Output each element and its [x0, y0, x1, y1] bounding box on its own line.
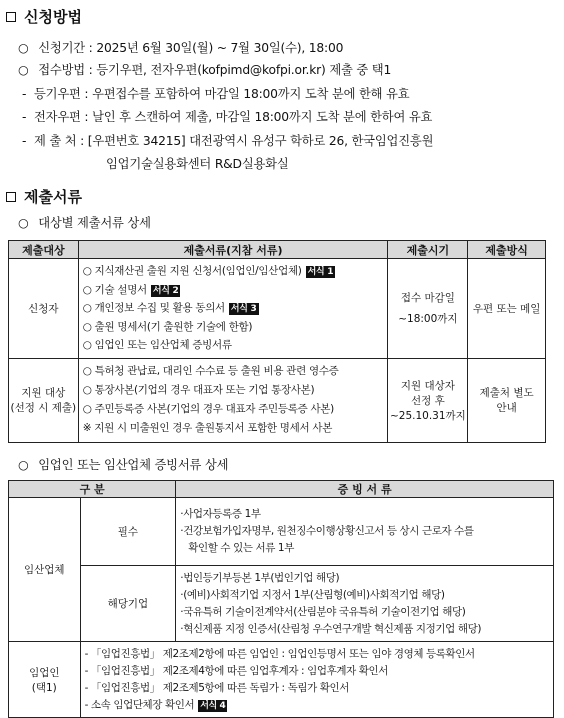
method-label: 접수방법 :	[38, 63, 93, 77]
list-item: ○ 임업인 또는 임산업체 증빙서류	[82, 339, 232, 351]
list-item: - 「임업진흥법」 제2조제2항에 따른 임업인 : 임업인등명서 또는 임야 경영체 등록확인서	[84, 647, 475, 660]
target-applicant: 신청자	[9, 259, 79, 359]
selected-timing: 지원 대상자 선정 후 ~25.10.31까지	[388, 358, 468, 442]
selected-documents-cell	[78, 358, 388, 442]
applicant-timing: 접수 마감일 ~18:00까지	[388, 259, 468, 359]
applicable-docs-cell	[176, 566, 554, 642]
square-bullet-icon	[6, 192, 16, 202]
table-row	[9, 498, 554, 566]
circle-bullet-icon: ○	[18, 41, 29, 55]
list-item: ·건강보험가입자명부, 원천징수이행상황신고서 등 상시 근로자 수를	[180, 525, 474, 537]
header-proof-docs: 증 빙 서 류	[176, 481, 554, 498]
registered-mail-label: 등기우편 :	[33, 87, 89, 101]
list-item: ·국유특허 기술이전계약서(산림분야 국유특허 기술이전기업 해당)	[180, 605, 466, 618]
list-item: ○ 개인정보 수집 및 활용 동의서 서식 3	[82, 302, 257, 314]
email-label: 전자우편 :	[33, 110, 89, 124]
list-item: ○ 출원 명세서(기 출원한 기술에 한함)	[82, 320, 253, 333]
table-row	[9, 358, 546, 442]
destination-line	[22, 131, 433, 149]
list-item: ·혁신제품 지정 인증서(산림청 우수연구개발 혁신제품 지정기업 해당)	[180, 622, 482, 635]
list-item: ○ 지식재산권 출원 지원 신청서(임업인/임산업체) 서식 1	[82, 265, 334, 277]
dash-bullet: -	[22, 134, 27, 148]
subcategory-applicable: 해당기업	[80, 566, 176, 642]
dash-bullet: -	[22, 110, 27, 124]
list-item: 확인할 수 있는 서류 1부	[188, 542, 294, 554]
method-value: 등기우편, 전자우편(kofpimd@kofpi.or.kr) 제출 중 택1	[96, 63, 392, 77]
target-selected: 지원 대상 (선정 시 제출)	[9, 358, 79, 442]
circle-bullet-icon: ○	[18, 458, 29, 472]
subsection-text: 임업인 또는 임산업체 증빙서류 상세	[38, 458, 229, 472]
registered-mail-value: 우편접수를 포함하여 마감일 18:00까지 도착 분에 한해 유효	[92, 87, 410, 101]
list-item: ·(예비)사회적기업 지정서 1부(산림형(예비)사회적기업 해당)	[180, 588, 445, 601]
subsection-text: 대상별 제출서류 상세	[38, 216, 151, 230]
registered-mail-line	[22, 84, 409, 102]
square-bullet-icon	[6, 12, 16, 22]
proof-documents-table	[8, 480, 554, 718]
list-item: ○ 통장사본(기업의 경우 대표자 또는 기업 통장사본)	[82, 384, 315, 396]
period-label: 신청기간 :	[38, 41, 93, 55]
period-line	[18, 38, 343, 56]
form-tag: 서식 1	[307, 267, 334, 277]
list-item: - 「임업진흥법」 제2조제4항에 따른 임업후계자 : 임업후계자 확인서	[84, 664, 389, 677]
list-item: ·사업자등록증 1부	[180, 508, 261, 520]
table-row	[9, 259, 546, 359]
applicant-method: 우편 또는 메일	[468, 259, 546, 359]
email-line	[22, 107, 432, 125]
applicant-documents-cell	[78, 259, 388, 359]
form-tag: 서식 2	[152, 285, 179, 296]
destination-value: [우편번호 34215] 대전광역시 유성구 학하로 26, 한국임업진흥원	[87, 134, 434, 148]
destination-value-2: 임업기술실용화센터 R&D실용화실	[106, 157, 289, 171]
destination-label: 제 출 처 :	[33, 134, 85, 148]
table-row	[9, 642, 554, 718]
section-title-documents	[6, 186, 82, 207]
circle-bullet-icon: ○	[18, 216, 29, 230]
list-item: ※ 지원 시 미출원인 경우 출원통지서 포함한 명세서 사본	[82, 422, 333, 434]
list-item: ·법인등기부등본 1부(법인기업 해당)	[180, 571, 340, 584]
email-value: 날인 후 스캔하여 제출, 마감일 18:00까지 도착 분에 한하여 유효	[92, 110, 433, 124]
period-value: 2025년 6월 30일(월) ~ 7월 30일(수), 18:00	[96, 41, 344, 55]
list-item: ○ 특허청 관납료, 대리인 수수료 등 출원 비용 관련 영수증	[82, 365, 339, 377]
list-item: ○ 주민등록증 사본(기업의 경우 대표자 주민등록증 사본)	[82, 403, 334, 415]
table-header-row	[9, 241, 546, 259]
selected-method: 제출처 별도 안내	[468, 358, 546, 442]
list-item: - 「임업진흥법」 제2조제5항에 따른 독림가 : 독림가 확인서	[84, 681, 350, 694]
list-item: - 소속 임업단체장 확인서 서식 4	[84, 698, 226, 711]
form-tag: 서식 3	[230, 304, 257, 314]
header-category: 구 분	[9, 481, 176, 498]
header-timing: 제출시기	[388, 241, 468, 259]
header-documents: 제출서류(지참 서류)	[78, 241, 388, 259]
list-item: ○ 기술 설명서 서식 2	[82, 283, 179, 296]
documents-by-target-table	[8, 240, 546, 443]
method-line	[18, 60, 391, 78]
section-title-text: 제출서류	[24, 188, 82, 206]
subsection-proof-docs	[18, 455, 228, 473]
category-corp: 임산업체	[9, 498, 81, 642]
subcategory-required: 필수	[80, 498, 176, 566]
dash-bullet: -	[22, 87, 27, 101]
category-person: 임업인 (택1)	[9, 642, 81, 718]
required-docs-cell	[176, 498, 554, 566]
header-target: 제출대상	[9, 241, 79, 259]
circle-bullet-icon: ○	[18, 63, 29, 77]
table-header-row	[9, 481, 554, 498]
person-docs-cell	[80, 642, 553, 718]
form-tag: 서식 4	[200, 700, 226, 711]
header-method: 제출방식	[468, 241, 546, 259]
subsection-target-docs	[18, 213, 151, 231]
section-title-text: 신청방법	[24, 8, 82, 26]
table-row	[9, 566, 554, 642]
section-title-application	[6, 6, 82, 27]
